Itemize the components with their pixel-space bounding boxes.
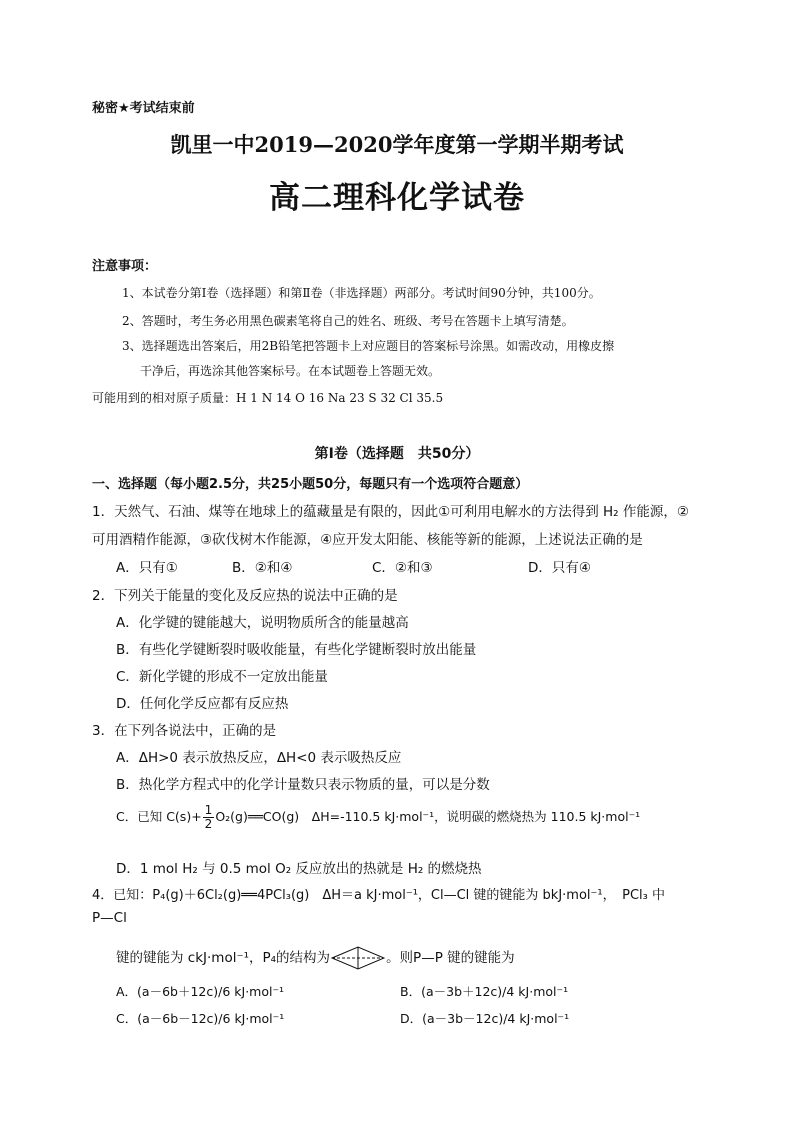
confidential-mark: 秘密★考试结束前 xyxy=(92,101,195,116)
question-1-line1: 1．天然气、石油、煤等在地球上的蕴藏量是有限的，因此①可利用电解水的方法得到 H₂ 作能源，② xyxy=(92,504,689,520)
question-1-line2: 可用酒精作能源，③砍伐树木作能源，④应开发太阳能、核能等新的能源，上述说法正确的是 xyxy=(92,532,643,548)
question-4-line1: 4．已知：P₄(g)＋6Cl₂(g)══4PCl₃(g) ΔH＝a kJ·mol⁻¹，Cl—Cl 键的键能为 bkJ·mol⁻¹， PCl₃ 中 xyxy=(92,888,665,903)
question-4-structure-text: 键的键能为 ckJ·mol⁻¹，P₄的结构为 xyxy=(116,950,331,966)
question-4-option-d: D．(a－3b－12c)/4 kJ·mol⁻¹ xyxy=(400,1011,570,1026)
question-4-line2: P—Cl xyxy=(92,910,127,926)
question-4-option-a: A．(a－6b＋12c)/6 kJ·mol⁻¹ xyxy=(116,984,285,999)
question-1-option-b: B．②和④ xyxy=(232,560,293,576)
fraction-numerator: 1 xyxy=(204,803,213,817)
question-3-option-a: A．ΔH>0 表示放热反应，ΔH<0 表示吸热反应 xyxy=(116,750,402,766)
part-title: 第Ⅰ卷（选择题 共50分） xyxy=(314,446,480,462)
notice-heading: 注意事项： xyxy=(92,259,158,274)
question-2-stem: 2．下列关于能量的变化及反应热的说法中正确的是 xyxy=(92,588,398,604)
question-4-line3 xyxy=(116,945,515,971)
atomic-masses: 可能用到的相对原子质量：H 1 N 14 O 16 Na 23 S 32 Cl 35.5 xyxy=(92,391,444,405)
fraction-denominator: 2 xyxy=(204,817,213,831)
question-1-option-a: A．只有① xyxy=(116,560,178,576)
exam-title: 凯里一中2019—2020学年度第一学期半期考试 xyxy=(170,132,624,157)
option-c-equation: O₂(g)══CO(g) ΔH=-110.5 kJ·mol⁻¹，说明碳的燃烧热为 110.5 kJ·mol⁻¹ xyxy=(215,809,641,824)
question-2-option-d: D．任何化学反应都有反应热 xyxy=(116,696,289,712)
question-1-option-d: D．只有④ xyxy=(528,560,591,576)
notice-item: 2、答题时，考生务必用黑色碳素笔将自己的姓名、班级、考号在答题卡上填写清楚。 xyxy=(122,314,574,328)
notice-item: 3、选择题选出答案后，用2B铅笔把答题卡上对应题目的答案标号涂黑。如需改动，用橡皮擦 xyxy=(122,339,615,353)
paper-title: 高二理科化学试卷 xyxy=(269,180,525,216)
question-4-ask-text: 。则P—P 键的键能为 xyxy=(386,950,515,966)
question-4-option-c: C．(a－6b－12c)/6 kJ·mol⁻¹ xyxy=(116,1011,285,1026)
notice-item: 干净后，再选涂其他答案标号。在本试题卷上答题无效。 xyxy=(140,364,441,378)
question-3-option-d: D．1 mol H₂ 与 0.5 mol O₂ 反应放出的热就是 H₂ 的燃烧热 xyxy=(116,861,482,877)
section-heading: 一、选择题（每小题2.5分，共25小题50分，每题只有一个选项符合题意） xyxy=(92,477,529,492)
question-3-option-b: B．热化学方程式中的化学计量数只表示物质的量，可以是分数 xyxy=(116,777,490,793)
question-2-option-b: B．有些化学键断裂时吸收能量，有些化学键断裂时放出能量 xyxy=(116,642,477,658)
question-1-option-c: C．②和③ xyxy=(372,560,433,576)
question-4-option-b: B．(a－3b＋12c)/4 kJ·mol⁻¹ xyxy=(400,984,569,999)
notice-item: 1、本试卷分第Ⅰ卷（选择题）和第Ⅱ卷（非选择题）两部分。考试时间90分钟，共100分。 xyxy=(122,286,601,300)
question-2-option-c: C．新化学键的形成不一定放出能量 xyxy=(116,669,328,685)
option-c-prefix: C．已知 C(s)+ xyxy=(116,809,202,824)
question-2-option-a: A．化学键的键能越大，说明物质所含的能量越高 xyxy=(116,615,409,631)
question-3-option-c xyxy=(116,804,640,831)
fraction-one-half xyxy=(203,804,215,831)
question-3-stem: 3．在下列各说法中，正确的是 xyxy=(92,723,277,739)
p4-structure-icon xyxy=(330,945,386,971)
